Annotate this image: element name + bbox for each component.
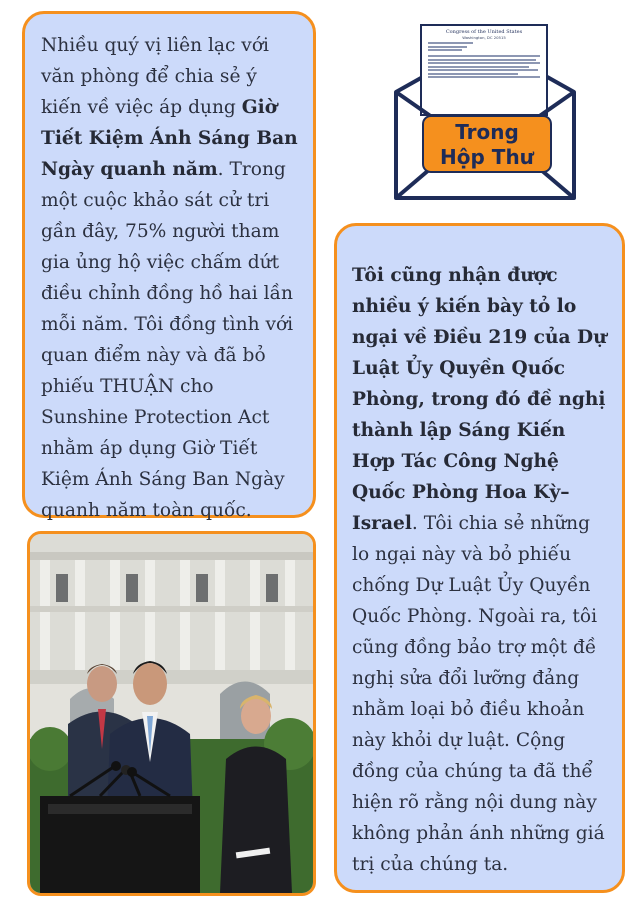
logo-label	[422, 115, 552, 173]
letter-heading: Congress of the United States	[445, 29, 523, 35]
logo-label-line1: Trong	[455, 120, 519, 144]
defense-text-bold: Tôi cũng nhận được nhiều ý kiến bày tỏ lo ngại về Điều 219 của Dự Luật Ủy Quyền Quốc Phòng, trong đó đề nghị thành lập Sáng Kiến Hợp Tác Công Nghệ Quốc Phòng Hoa Kỳ–Israel	[352, 265, 607, 534]
logo-label-line2: Hộp Thư	[440, 145, 534, 169]
daylight-saving-card	[22, 11, 316, 521]
mailbox-logo	[392, 22, 578, 202]
daylight-text-body: . Trong một cuộc khảo sát cử tri gần đây, 75% người tham gia ủng hộ việc chấm dứt điều chỉnh đồng hồ hai lần mỗi năm. Tôi đồng tình với quan điểm này và đã bỏ phiếu THUẬN cho Sunshine Protection Act nhằm áp dụng Giờ Tiết Kiệm Ánh Sáng Ban Ngày quanh năm toàn quốc.	[41, 159, 294, 521]
daylight-text-intro: Nhiều quý vị liên lạc với văn phòng để chia sẻ ý kiến về việc áp dụng	[41, 35, 269, 118]
press-conference-photo	[27, 531, 316, 896]
letter-subheading: Washington, DC 20515	[462, 35, 506, 41]
daylight-text-bold: Giờ Tiết Kiệm Ánh Sáng Ban Ngày quanh năm	[41, 97, 298, 180]
defense-bill-card	[334, 223, 625, 893]
defense-text-body: . Tôi chia sẻ những lo ngại này và bỏ phiếu chống Dự Luật Ủy Quyền Quốc Phòng. Ngoài ra, tôi cũng đồng bảo trợ một đề nghị sửa đổi lưỡng đảng nhằm loại bỏ điều khoản này khỏi dự luật. Cộng đồng của chúng ta đã thể hiện rõ rằng nội dung này không phản ánh những giá trị của chúng ta.	[352, 513, 605, 875]
envelope-flap-icon	[392, 22, 578, 202]
